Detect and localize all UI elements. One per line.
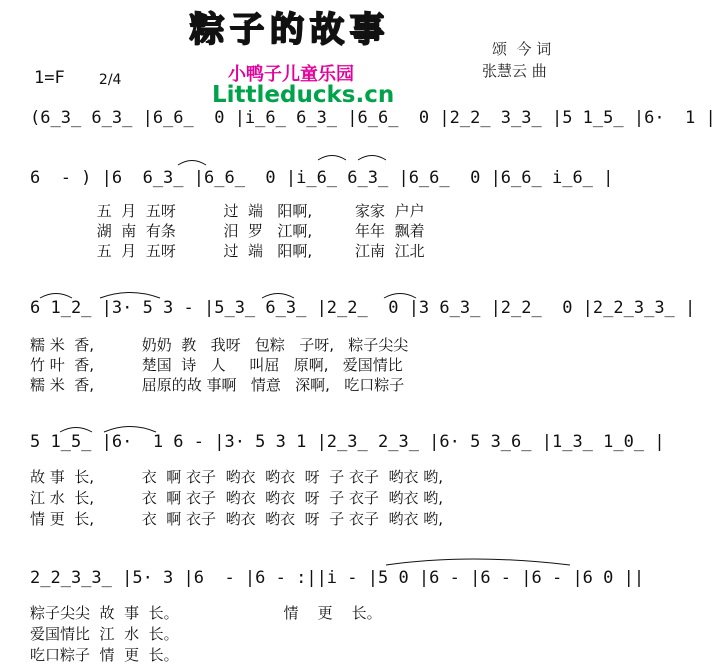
- lyric-row-4-verse-1: 故 事 长, 衣 啊 衣子 哟衣 哟衣 呀 子 衣子 哟衣 哟,: [30, 468, 444, 486]
- lyric-row-5-verse-1: 粽子尖尖 故 事 长。 情 更 长。: [30, 604, 382, 622]
- slur-mark: [386, 559, 570, 565]
- slur-mark: [318, 156, 346, 161]
- watermark-chinese: 小鸭子儿童乐园: [228, 64, 354, 85]
- lyric-row-4-verse-3: 情 更 长, 衣 啊 衣子 哟衣 哟衣 呀 子 衣子 哟衣 哟,: [30, 510, 444, 528]
- song-title: 粽子的故事: [190, 10, 390, 50]
- slur-mark: [384, 294, 416, 299]
- composer-credit: 张慧云 曲: [482, 62, 547, 80]
- slur-mark: [40, 294, 72, 299]
- time-signature-text: 2/4: [98, 72, 122, 88]
- lyric-row-3-verse-3: 糯 米 香, 屈原的故 事啊 情意 深啊, 吃口粽子: [30, 376, 405, 394]
- lyric-row-2-verse-3: 五 月 五呀 过 端 阳啊, 江南 江北: [30, 242, 425, 260]
- lyric-row-5-verse-2: 爱国情比 江 水 长。: [30, 625, 179, 643]
- watermark-url: Littleducks.cn: [212, 82, 395, 108]
- lyricist-credit: 颂 今 词: [492, 40, 552, 58]
- slur-mark: [178, 161, 206, 166]
- lyric-row-5-verse-3: 吃口粽子 情 更 长。: [30, 646, 179, 664]
- lyric-row-3-verse-1: 糯 米 香, 奶奶 教 我呀 包粽 子呀, 粽子尖尖: [30, 336, 409, 354]
- notation-row-1: (6̲3̲ 6̲3̲ |6̲6̲ 0 |i̲6̲ 6̲3̲ |6̲6̲ 0 |2̲2̲ 3̲3̲ |5 1̲5̲ |6· 1 |: [30, 108, 716, 128]
- notation-row-3: 6 1̲2̲ |3· 5 3 - |5̲3̲ 6̲3̲ |2̲2̲ 0 |3 6̲3̲ |2̲2̲ 0 |2̲2̲3̲3̲ |: [30, 298, 696, 318]
- key-signature: 1=F: [34, 68, 65, 88]
- slur-mark: [100, 293, 160, 299]
- notation-row-5: 2̲2̲3̲3̲ |5· 3 |6 - |6 - :||i - |5 0 |6 - |6 - |6 - |6 0 ||: [30, 568, 645, 588]
- lyric-row-2-verse-2: 湖 南 有条 汨 罗 江啊, 年年 飘着: [30, 222, 425, 240]
- lyric-row-2-verse-1: 五 月 五呀 过 端 阳啊, 家家 户户: [30, 202, 425, 220]
- slur-mark: [262, 294, 294, 299]
- notation-row-2: 6 - ) |6 6̲3̲ |6̲6̲ 0 |i̲6̲ 6̲3̲ |6̲6̲ 0 |6̲6̲ i̲6̲ |: [30, 168, 614, 188]
- lyric-row-4-verse-2: 江 水 长, 衣 啊 衣子 哟衣 哟衣 呀 子 衣子 哟衣 哟,: [30, 489, 444, 507]
- slur-mark: [104, 427, 156, 433]
- lyric-row-3-verse-2: 竹 叶 香, 楚国 诗 人 叫屈 原啊, 爱国情比: [30, 356, 403, 374]
- notation-row-4: 5 1̲5̲ |6· 1 6 - |3· 5 3 1 |2̲3̲ 2̲3̲ |6· 5 3̲6̲ |1̲3̲ 1̲0̲ |: [30, 432, 665, 452]
- slur-mark: [358, 156, 386, 161]
- slur-mark: [60, 428, 92, 433]
